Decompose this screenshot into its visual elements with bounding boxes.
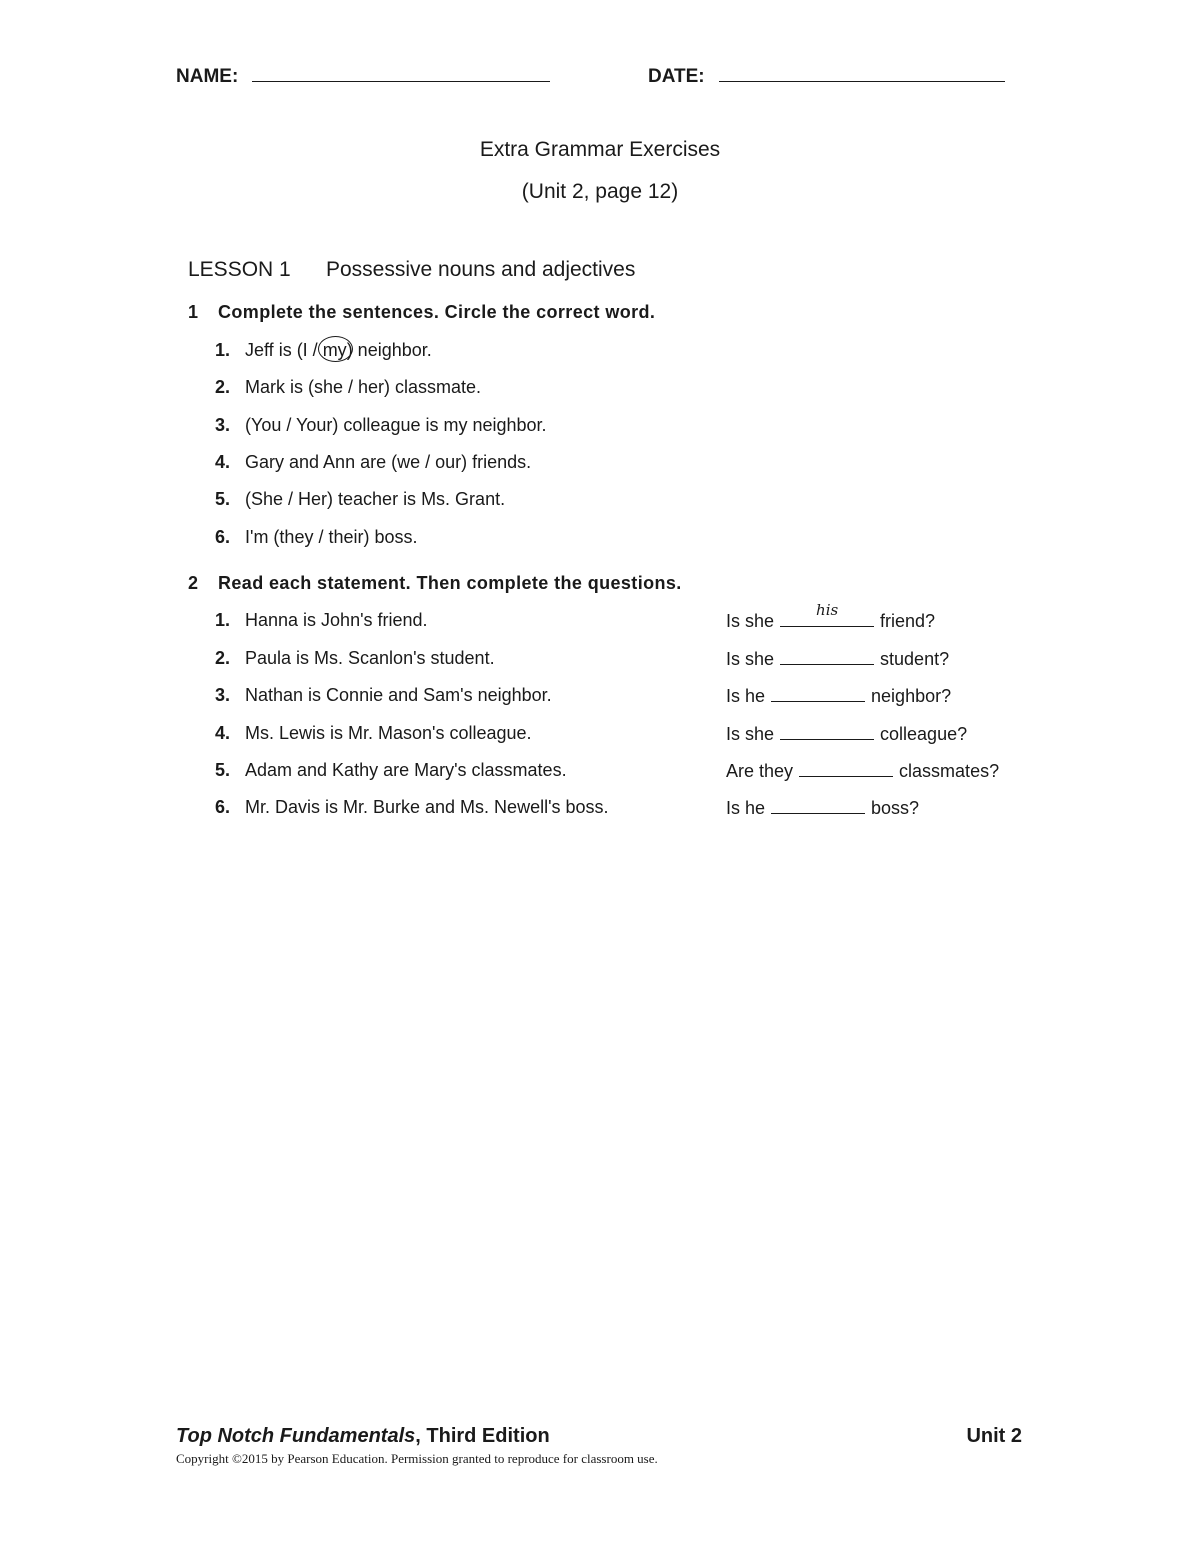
- page-title: Extra Grammar Exercises: [479, 138, 721, 161]
- question-post: boss?: [871, 798, 920, 818]
- exercise-number: 1: [188, 302, 199, 322]
- item-number: 2.: [215, 648, 231, 668]
- exercise-2-question: [726, 723, 967, 745]
- item-number: 5.: [215, 489, 231, 509]
- item-number: 1.: [215, 610, 231, 630]
- exercise-2-statement: [215, 797, 609, 818]
- answer-blank[interactable]: [780, 648, 874, 665]
- answer-blank[interactable]: [780, 601, 874, 627]
- exercise-1-item: [215, 377, 481, 398]
- item-text: (She / Her) teacher is Ms. Grant.: [245, 489, 506, 509]
- name-line[interactable]: [252, 67, 550, 82]
- page-subtitle: (Unit 2, page 12): [521, 180, 679, 203]
- exercise-2-question: [726, 648, 949, 670]
- date-line[interactable]: [719, 67, 1005, 82]
- exercise-1-item: [215, 489, 505, 510]
- statement-text: Paula is Ms. Scanlon's student.: [245, 648, 495, 668]
- question-post: friend?: [880, 611, 936, 631]
- lesson-name: Possessive nouns and adjectives: [326, 258, 636, 281]
- item-number: 4.: [215, 723, 231, 743]
- item-text-post: ) neighbor.: [346, 340, 432, 360]
- item-text-pre: Jeff is (I /: [245, 340, 323, 360]
- answer-blank[interactable]: [771, 797, 865, 814]
- exercise-2-question: [726, 685, 951, 707]
- item-number: 3.: [215, 685, 231, 705]
- exercise-1-item: [215, 340, 432, 361]
- exercise-1-item: [215, 415, 547, 436]
- item-text: (You / Your) colleague is my neighbor.: [245, 415, 547, 435]
- exercise-1-instruction: [188, 302, 655, 323]
- item-text: Mark is (she / her) classmate.: [245, 377, 482, 397]
- instruction-text: Read each statement. Then complete the questions.: [218, 573, 682, 593]
- item-number: 6.: [215, 527, 231, 547]
- lesson-heading: [188, 258, 635, 282]
- item-number: 5.: [215, 760, 231, 780]
- exercise-2-statement: [215, 610, 428, 631]
- exercise-1-item: [215, 527, 418, 548]
- answer-blank[interactable]: [780, 723, 874, 740]
- item-text: Gary and Ann are (we / our) friends.: [245, 452, 532, 472]
- item-number: 2.: [215, 377, 231, 397]
- item-number: 1.: [215, 340, 231, 360]
- footer-unit: Unit 2: [966, 1425, 1022, 1447]
- statement-text: Hanna is John's friend.: [245, 610, 428, 630]
- edition: , Third Edition: [415, 1425, 550, 1447]
- item-number: 4.: [215, 452, 231, 472]
- question-pre: Is he: [726, 686, 766, 706]
- exercise-1-item: [215, 452, 531, 473]
- question-pre: Are they: [726, 761, 794, 781]
- name-field: [176, 66, 550, 88]
- question-post: neighbor?: [871, 686, 952, 706]
- question-post: student?: [880, 649, 950, 669]
- exercise-2-question: [726, 760, 999, 782]
- answer-blank[interactable]: [771, 685, 865, 702]
- answer-blank[interactable]: [799, 760, 893, 777]
- item-number: 6.: [215, 797, 231, 817]
- exercise-2-statement: [215, 648, 495, 669]
- exercise-2-question: [726, 601, 936, 632]
- handwritten-answer: his: [816, 601, 839, 619]
- question-post: colleague?: [880, 724, 968, 744]
- statement-text: Ms. Lewis is Mr. Mason's colleague.: [245, 723, 532, 743]
- exercise-number: 2: [188, 573, 199, 593]
- statement-text: Adam and Kathy are Mary's classmates.: [245, 760, 567, 780]
- question-pre: Is he: [726, 798, 766, 818]
- statement-text: Nathan is Connie and Sam's neighbor.: [245, 685, 552, 705]
- exercise-2-statement: [215, 685, 552, 706]
- footer-book-title: [176, 1425, 550, 1448]
- question-pre: Is she: [726, 649, 775, 669]
- lesson-number: LESSON 1: [188, 258, 291, 281]
- item-text: I'm (they / their) boss.: [245, 527, 418, 547]
- date-field: [648, 66, 1005, 88]
- statement-text: Mr. Davis is Mr. Burke and Ms. Newell's boss.: [245, 797, 609, 817]
- instruction-text: Complete the sentences. Circle the correct word.: [218, 302, 656, 322]
- exercise-2-instruction: [188, 573, 682, 594]
- name-label: NAME:: [176, 66, 239, 87]
- exercise-2-question: [726, 797, 919, 819]
- exercise-2-statement: [215, 723, 532, 744]
- exercise-2-statement: [215, 760, 567, 781]
- question-post: classmates?: [899, 761, 1000, 781]
- question-pre: Is she: [726, 724, 775, 744]
- date-label: DATE:: [648, 66, 705, 87]
- copyright-notice: Copyright ©2015 by Pearson Education. Permission granted to reproduce for classroom use.: [176, 1451, 658, 1466]
- book-title: Top Notch Fundamentals: [176, 1425, 416, 1447]
- item-number: 3.: [215, 415, 231, 435]
- question-pre: Is she: [726, 611, 775, 631]
- circled-answer[interactable]: my: [322, 340, 347, 360]
